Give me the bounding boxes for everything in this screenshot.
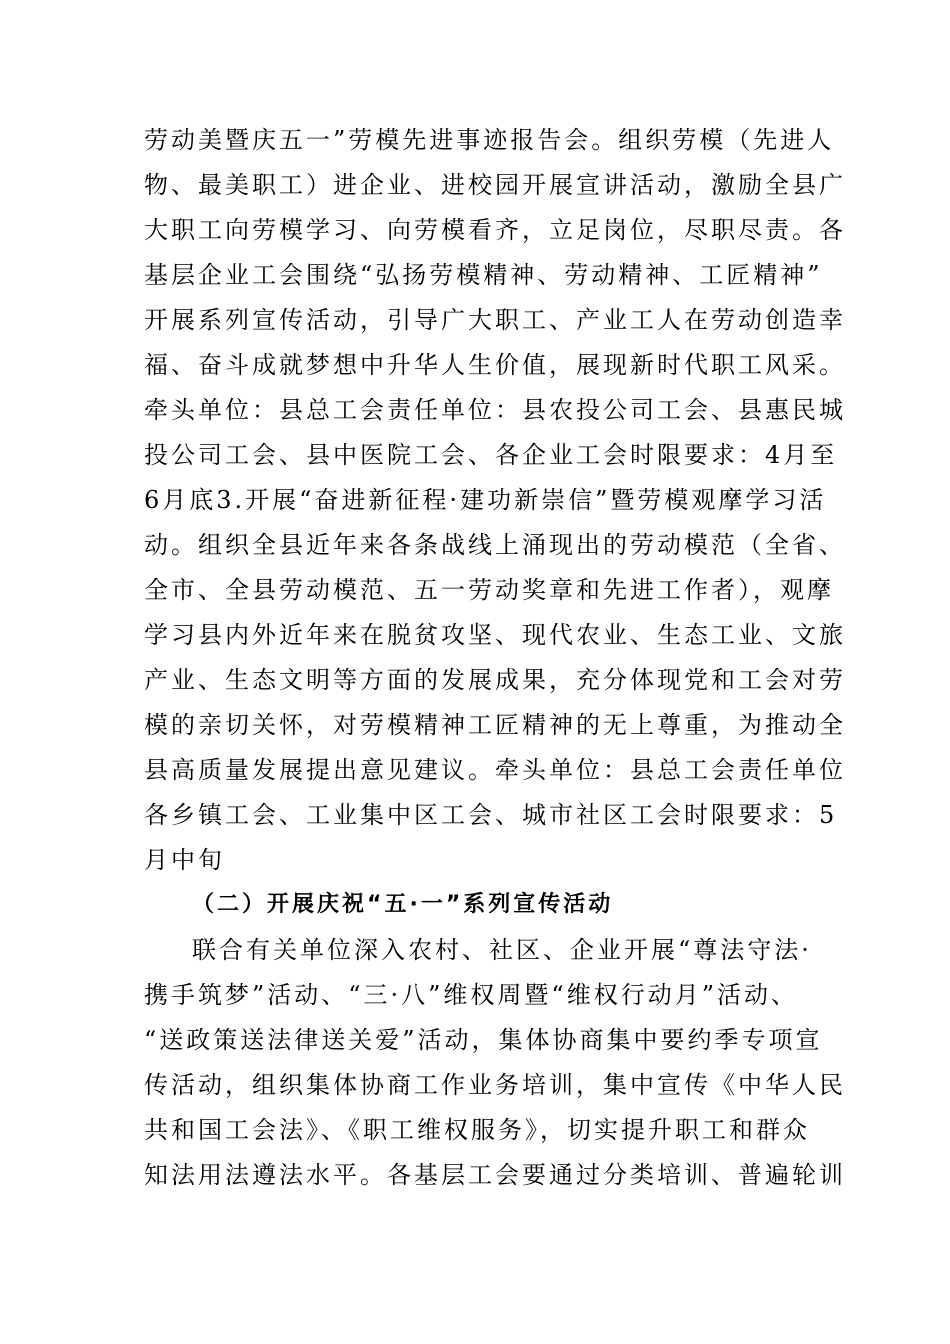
body-text-line: 模的亲切关怀，对劳模精神工匠精神的无上尊重，为推动全 [144, 711, 846, 739]
body-text-line: 知法用法遵法水平。各基层工会要通过分类培训、普遍轮训 [144, 1161, 846, 1189]
body-text-line: 学习县内外近年来在脱贫攻坚、现代农业、生态工业、文旅 [144, 621, 846, 649]
body-text-line: 牵头单位：县总工会责任单位：县农投公司工会、县惠民城 [144, 396, 846, 424]
body-text-line: 基层企业工会围绕“弘扬劳模精神、劳动精神、工匠精神” [144, 261, 823, 289]
body-text-line: 6月底3.开展“奋进新征程·建功新崇信”暨劳模观摩学习活 [144, 486, 827, 514]
body-text-line: 开展系列宣传活动，引导广大职工、产业工人在劳动创造幸 [144, 306, 846, 334]
body-text-line: 大职工向劳模学习、向劳模看齐，立足岗位，尽职尽责。各 [144, 216, 846, 244]
body-text-line: 联合有关单位深入农村、社区、企业开展“尊法守法· [192, 936, 812, 964]
body-text-line: 投公司工会、县中医院工会、各企业工会时限要求：4月至 [144, 441, 838, 469]
body-text-line: 劳动美暨庆五一”劳模先进事迹报告会。组织劳模（先进人 [144, 126, 835, 154]
body-text-line: 物、最美职工）进企业、进校园开展宣讲活动，激励全县广 [144, 171, 846, 199]
body-text-line: 福、奋斗成就梦想中升华人生价值，展现新时代职工风采。 [144, 351, 846, 379]
body-text-line: 县高质量发展提出意见建议。牵头单位：县总工会责任单位 [144, 756, 846, 784]
body-text-line: 动。组织全县近年来各条战线上涌现出的劳动模范（全省、 [144, 531, 846, 559]
body-text-line: 携手筑梦”活动、“三·八”维权周暨“维权行动月”活动、 [144, 981, 798, 1009]
body-text-line: 产业、生态文明等方面的发展成果，充分体现党和工会对劳 [144, 666, 846, 694]
section-heading: （二）开展庆祝“五·一”系列宣传活动 [192, 892, 614, 917]
body-text-line: “送政策送法律送关爱”活动，集体协商集中要约季专项宣 [144, 1026, 823, 1054]
body-text-line: 传活动，组织集体协商工作业务培训，集中宣传《中华人民 [144, 1071, 846, 1099]
body-text-line: 各乡镇工会、工业集中区工会、城市社区工会时限要求：5 [144, 801, 838, 829]
body-text-line: 全市、全县劳动模范、五一劳动奖章和先进工作者），观摩 [144, 576, 834, 604]
body-text-line: 共和国工会法》、《职工维权服务》，切实提升职工和群众 [144, 1116, 810, 1144]
body-text-line: 月中旬 [144, 846, 225, 874]
